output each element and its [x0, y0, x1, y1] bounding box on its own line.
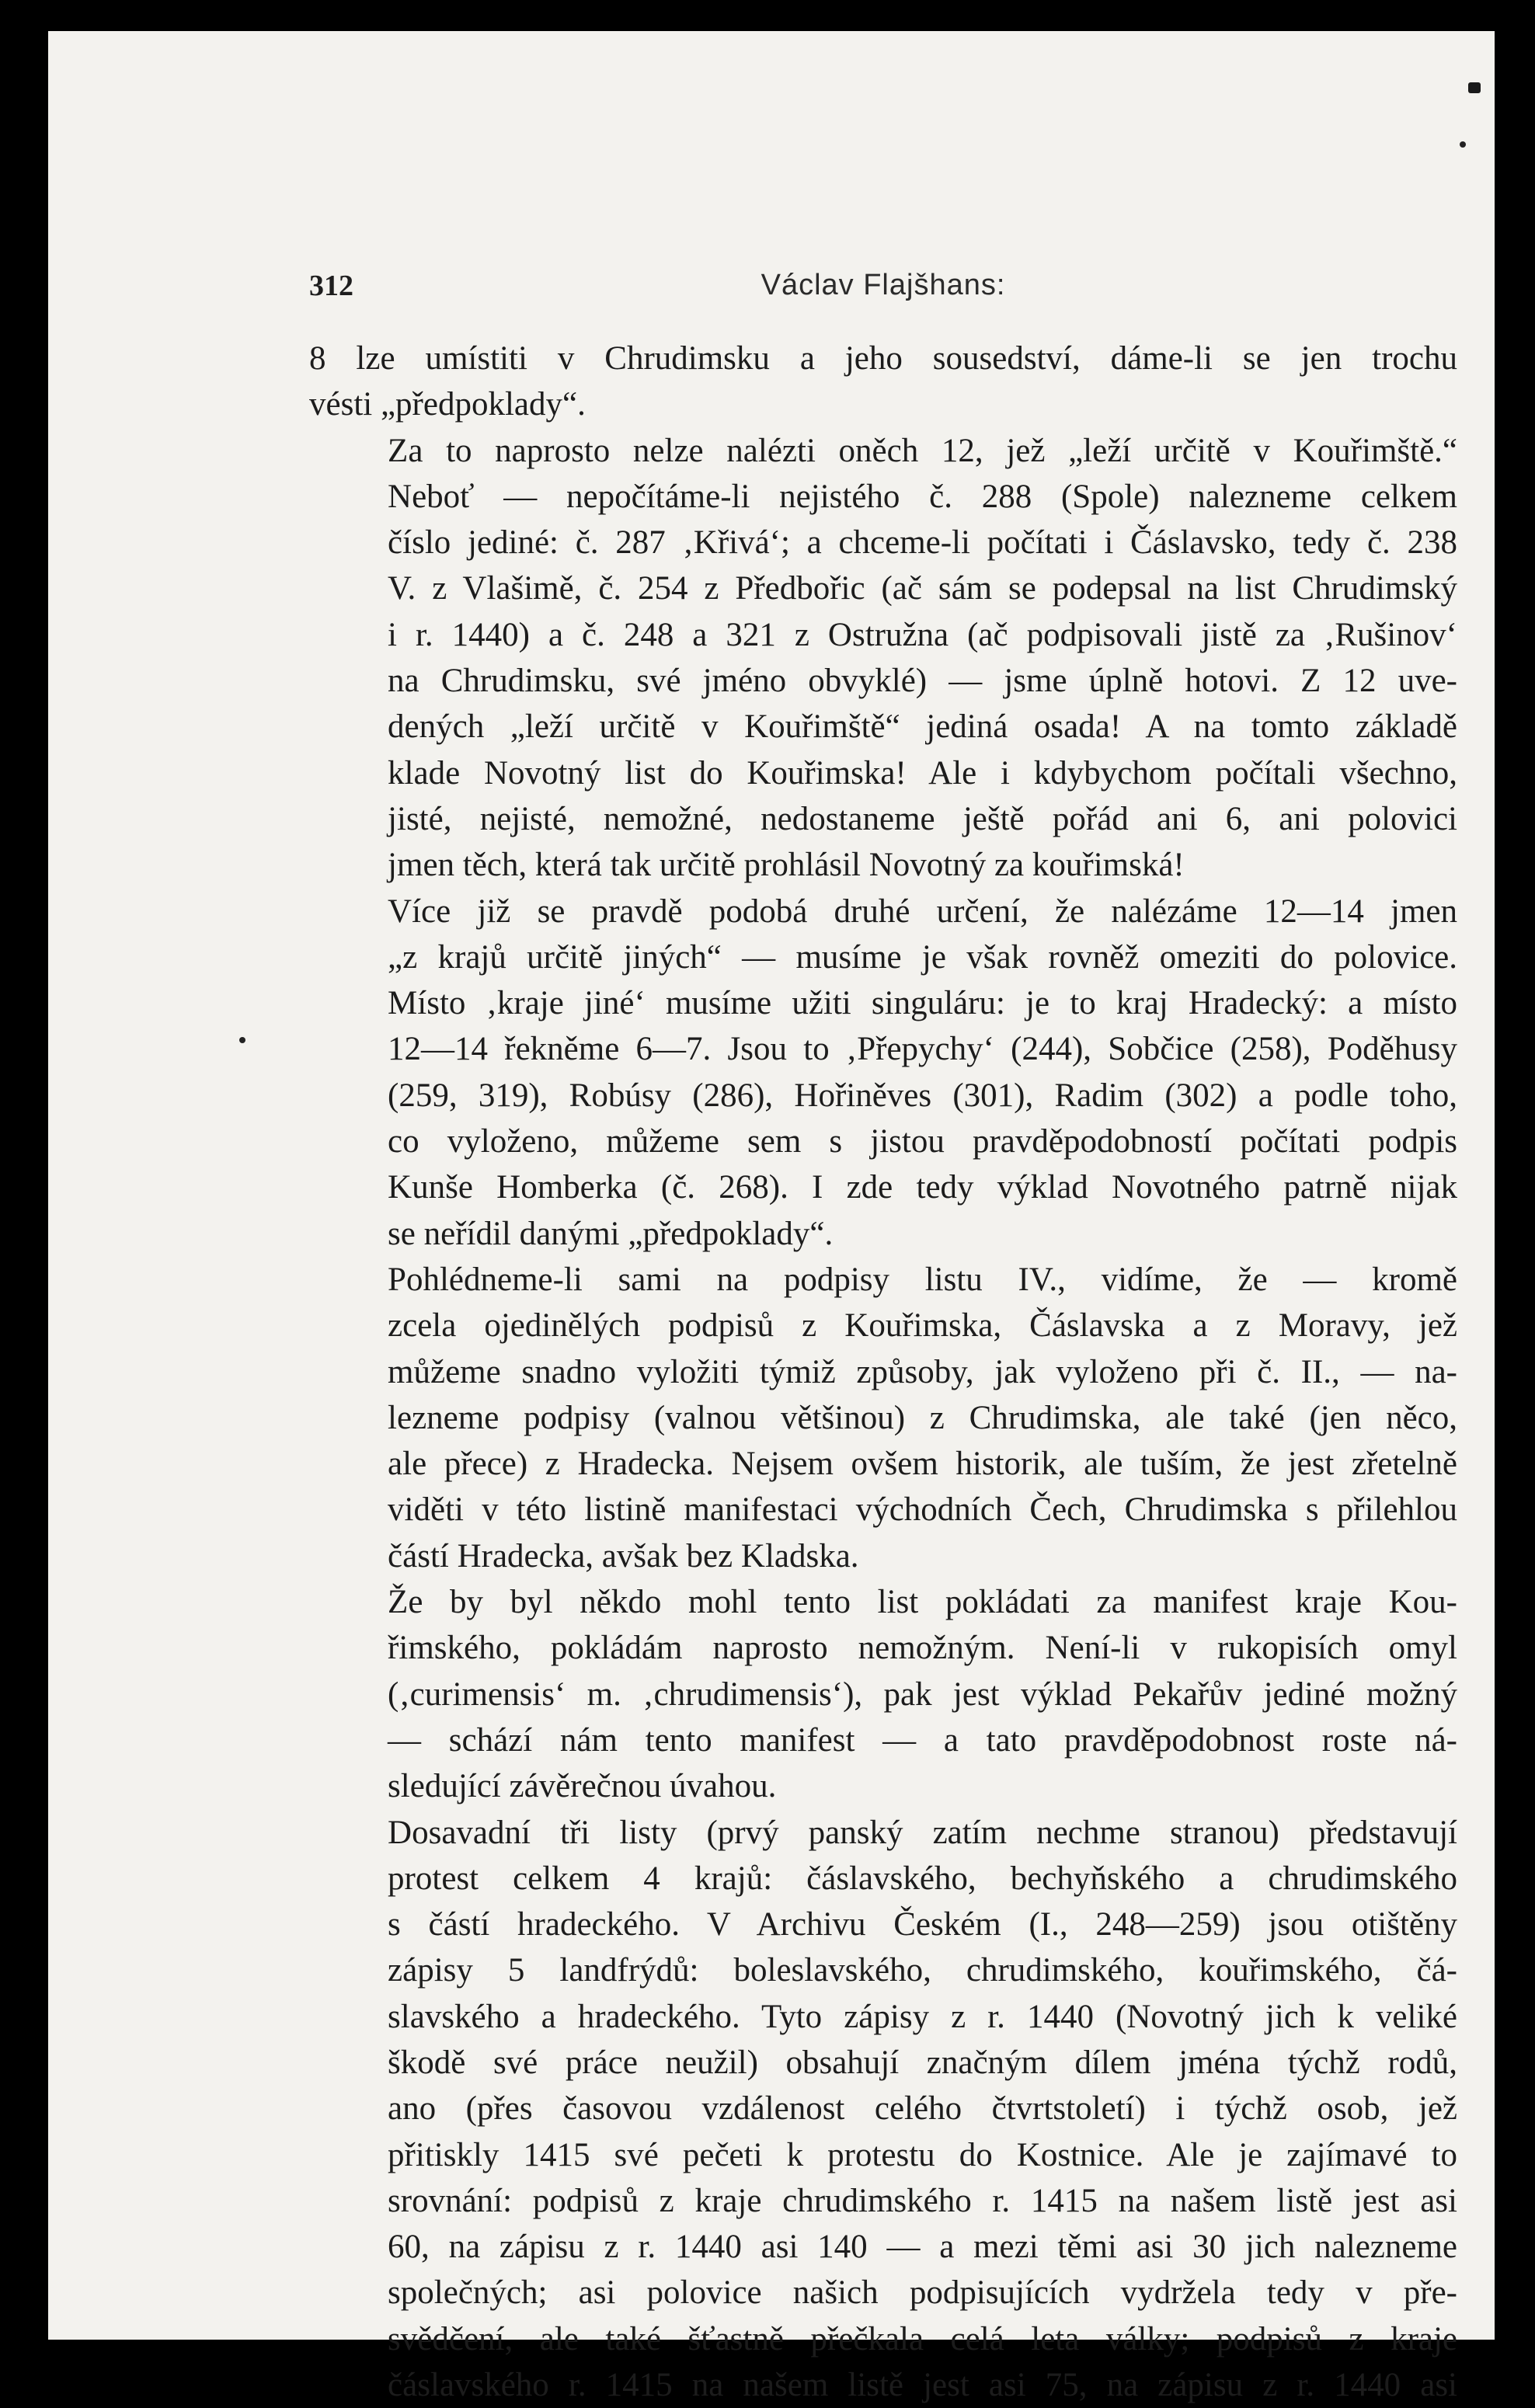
text-line: slavského a hradeckého. Tyto zápisy z r. 1440 (Novotný jich k veliké — [309, 1994, 1457, 2040]
text-line: co vyloženo, můžeme sem s jistou pravděpodobností počítati podpis — [309, 1119, 1457, 1164]
text-line: viděti v této listině manifestaci východních Čech, Chrudimska s přilehlou — [309, 1487, 1457, 1533]
text-line: částí Hradecka, avšak bez Kladska. — [309, 1533, 1457, 1579]
text-line: Že by byl někdo mohl tento list pokládati za manifest kraje Kou- — [309, 1579, 1457, 1625]
text-line: i r. 1440) a č. 248 a 321 z Ostružna (ač podpisovali jistě za ‚Rušinov‘ — [309, 612, 1457, 658]
text-line: „z krajů určitě jiných“ — musíme je však rovněž omeziti do polovice. — [309, 934, 1457, 980]
text-line: zcela ojedinělých podpisů z Kouřimska, Čáslavska a z Moravy, jež — [309, 1303, 1457, 1348]
text-line: V. z Vlašimě, č. 254 z Předbořic (ač sám se podepsal na list Chrudimský — [309, 565, 1457, 611]
paragraph-4 — [309, 1257, 1457, 1579]
text-line: dených „leží určitě v Kouřimště“ jediná osada! A na tomto základě — [309, 704, 1457, 750]
text-line: sledující závěrečnou úvahou. — [309, 1763, 1457, 1809]
paragraph-3 — [309, 889, 1457, 1257]
text-line: 12—14 řekněme 6—7. Jsou to ‚Přepychy‘ (244), Sobčice (258), Poděhusy — [309, 1026, 1457, 1072]
text-line: 60, na zápisu z r. 1440 asi 140 — a mezi těmi asi 30 jich nalezneme — [309, 2224, 1457, 2270]
text-line: se neřídil danými „předpoklady“. — [309, 1211, 1457, 1257]
text-line: (‚curimensis‘ m. ‚chrudimensis‘), pak jest výklad Pekařův jediné možný — [309, 1672, 1457, 1717]
scanned-page — [48, 31, 1495, 2340]
text-line: společných; asi polovice našich podpisujících vydržela tedy v pře- — [309, 2270, 1457, 2316]
text-line: klade Novotný list do Kouřimska! Ale i kdybychom počítali všechno, — [309, 750, 1457, 796]
page-number: 312 — [309, 269, 353, 303]
page-header — [309, 269, 1457, 308]
text-line: s částí hradeckého. V Archivu Českém (I., 248—259) jsou otištěny — [309, 1902, 1457, 1947]
text-line: srovnání: podpisů z kraje chrudimského r. 1415 na našem listě jest asi — [309, 2178, 1457, 2224]
text-line: svědčení, ale také šťastně přečkala celá leta války; podpisů z kraje — [309, 2316, 1457, 2362]
paragraph-1 — [309, 336, 1457, 428]
text-line: Dosavadní tři listy (prvý panský zatím nechme stranou) představují — [309, 1810, 1457, 1856]
text-line: Více již se pravdě podobá druhé určení, že nalézáme 12—14 jmen — [309, 889, 1457, 934]
text-line: Za to naprosto nelze nalézti oněch 12, jež „leží určitě v Kouřimště.“ — [309, 428, 1457, 474]
text-line: Kunše Homberka (č. 268). I zde tedy výklad Novotného patrně nijak — [309, 1164, 1457, 1210]
text-line: můžeme snadno vyložiti týmiž způsoby, jak vyloženo při č. II., — na- — [309, 1349, 1457, 1395]
text-line: jisté, nejisté, nemožné, nedostaneme ještě pořád ani 6, ani polovici — [309, 796, 1457, 842]
text-line: 8 lze umístiti v Chrudimsku a jeho sousedství, dáme-li se jen trochu — [309, 336, 1457, 381]
text-line: zápisy 5 landfrýdů: boleslavského, chrudimského, kouřimského, čá- — [309, 1947, 1457, 1993]
text-line: lezneme podpisy (valnou většinou) z Chrudimska, ale také (jen něco, — [309, 1395, 1457, 1441]
text-line: číslo jediné: č. 287 ‚Křivá‘; a chceme-li počítati i Čáslavsko, tedy č. 238 — [309, 520, 1457, 565]
text-line: přitiskly 1415 své pečeti k protestu do Kostnice. Ale je zajímavé to — [309, 2132, 1457, 2178]
text-line: řimského, pokládám naprosto nemožným. Není-li v rukopisích omyl — [309, 1625, 1457, 1671]
running-title: Václav Flajšhans: — [309, 269, 1457, 302]
paragraph-6 — [309, 1810, 1457, 2408]
scan-corner-mark — [1468, 82, 1481, 93]
text-line: protest celkem 4 krajů: čáslavského, bechyňského a chrudimského — [309, 1856, 1457, 1902]
text-line: škodě své práce neužil) obsahují značným dílem jména týchž rodů, — [309, 2040, 1457, 2086]
text-line: jmen těch, která tak určitě prohlásil Novotný za kouřimská! — [309, 842, 1457, 888]
text-line: (259, 319), Robúsy (286), Hořiněves (301), Radim (302) a podle toho, — [309, 1073, 1457, 1119]
scan-speck — [1460, 141, 1466, 148]
text-line: vésti „předpoklady“. — [309, 381, 1457, 427]
paragraph-2 — [309, 428, 1457, 889]
text-line: ale přece) z Hradecka. Nejsem ovšem historik, ale tuším, že jest zřetelně — [309, 1441, 1457, 1487]
text-line: — schází nám tento manifest — a tato pravděpodobnost roste ná- — [309, 1717, 1457, 1763]
text-line: Místo ‚kraje jiné‘ musíme užiti singuláru: je to kraj Hradecký: a místo — [309, 980, 1457, 1026]
body-text — [309, 336, 1457, 2408]
text-line: čáslavského r. 1415 na našem listě jest asi 75, na zápisu z r. 1440 asi — [309, 2362, 1457, 2408]
paragraph-5 — [309, 1579, 1457, 1809]
text-line: ano (přes časovou vzdálenost celého čtvrtstoletí) i týchž osob, jež — [309, 2086, 1457, 2131]
margin-bullet-mark — [239, 1037, 245, 1043]
text-line: Pohlédneme-li sami na podpisy listu IV., vidíme, že — kromě — [309, 1257, 1457, 1303]
text-line: na Chrudimsku, své jméno obvyklé) — jsme úplně hotovi. Z 12 uve- — [309, 658, 1457, 704]
text-line: Neboť — nepočítáme-li nejistého č. 288 (Spole) nalezneme celkem — [309, 474, 1457, 520]
